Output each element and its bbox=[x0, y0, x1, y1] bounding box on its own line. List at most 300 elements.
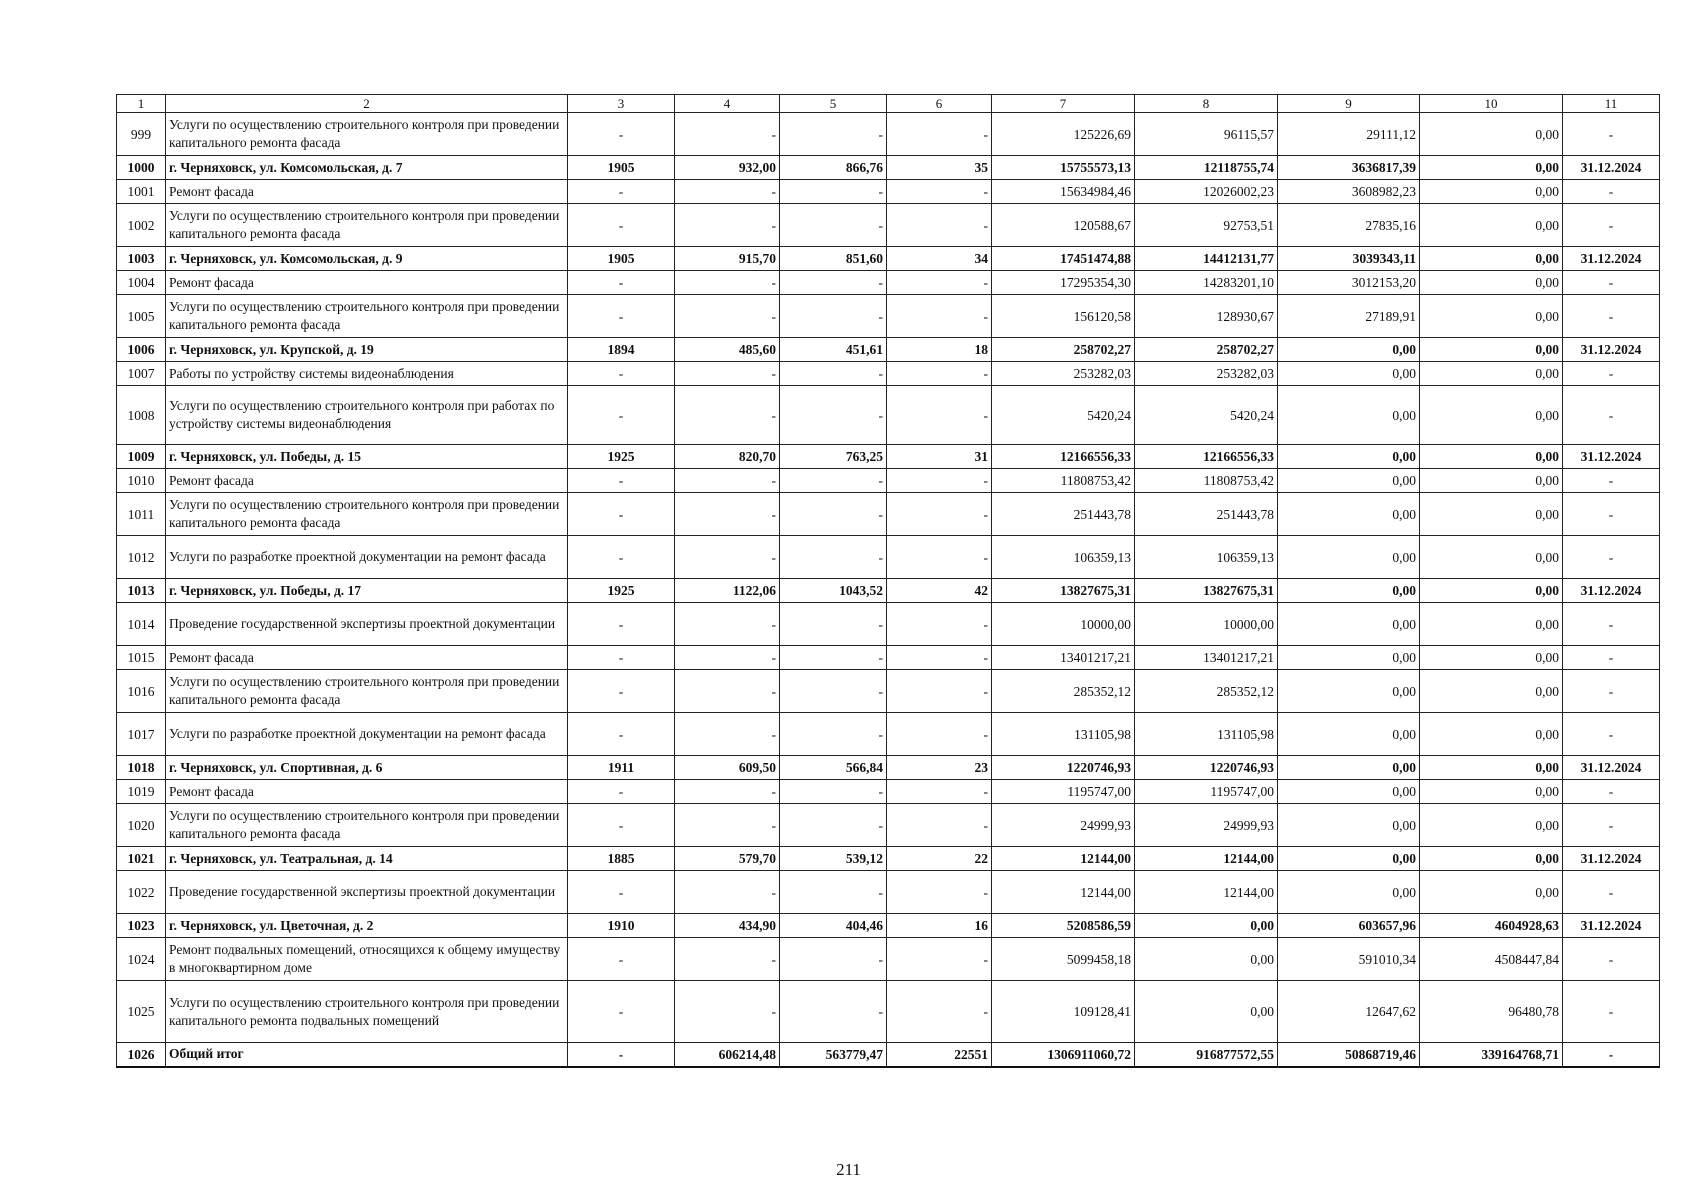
table-cell-col-1: 1012 bbox=[117, 536, 166, 579]
table-cell-col-1: 1018 bbox=[117, 756, 166, 780]
table-cell-col-10: 0,00 bbox=[1420, 295, 1563, 338]
table-cell-col-4: - bbox=[675, 113, 780, 156]
table-cell-col-10: 0,00 bbox=[1420, 180, 1563, 204]
table-cell-col-1: 1024 bbox=[117, 938, 166, 981]
table-cell-col-7: 12144,00 bbox=[992, 847, 1135, 871]
table-cell-col-4: 820,70 bbox=[675, 445, 780, 469]
header-row bbox=[117, 95, 1660, 113]
table-cell-col-2: Услуги по осуществлению строительного контроля при проведении капитального ремонта подвальных помещений bbox=[166, 981, 568, 1043]
table-cell-col-10: 96480,78 bbox=[1420, 981, 1563, 1043]
table-cell-col-7: 156120,58 bbox=[992, 295, 1135, 338]
table-cell-col-5: 851,60 bbox=[780, 247, 887, 271]
table-cell-col-9: 0,00 bbox=[1278, 804, 1420, 847]
table-cell-col-5: - bbox=[780, 386, 887, 445]
table-cell-col-5: 404,46 bbox=[780, 914, 887, 938]
table-cell-col-6: 23 bbox=[887, 756, 992, 780]
table-cell-col-6: 16 bbox=[887, 914, 992, 938]
table-cell-col-10: 0,00 bbox=[1420, 847, 1563, 871]
table-cell-col-3: - bbox=[568, 180, 675, 204]
table-cell-col-1: 1010 bbox=[117, 469, 166, 493]
table-row bbox=[117, 981, 1660, 1043]
table-row bbox=[117, 871, 1660, 914]
table-row bbox=[117, 295, 1660, 338]
table-cell-col-2: Проведение государственной экспертизы проектной документации bbox=[166, 871, 568, 914]
table-cell-col-3: - bbox=[568, 1043, 675, 1067]
table-cell-col-8: 96115,57 bbox=[1135, 113, 1278, 156]
table-cell-col-7: 120588,67 bbox=[992, 204, 1135, 247]
table-cell-col-11: 31.12.2024 bbox=[1563, 445, 1660, 469]
table-cell-col-8: 11808753,42 bbox=[1135, 469, 1278, 493]
table-cell-col-8: 1195747,00 bbox=[1135, 780, 1278, 804]
table-cell-col-3: - bbox=[568, 113, 675, 156]
table-cell-col-9: 0,00 bbox=[1278, 670, 1420, 713]
table-cell-col-1: 1023 bbox=[117, 914, 166, 938]
table-cell-col-10: 0,00 bbox=[1420, 493, 1563, 536]
table-cell-col-9: 0,00 bbox=[1278, 338, 1420, 362]
table-cell-col-9: 3608982,23 bbox=[1278, 180, 1420, 204]
table-cell-col-4: - bbox=[675, 271, 780, 295]
table-cell-col-9: 3039343,11 bbox=[1278, 247, 1420, 271]
table-cell-col-10: 0,00 bbox=[1420, 445, 1563, 469]
table-cell-col-11: - bbox=[1563, 1043, 1660, 1067]
table-cell-col-5: - bbox=[780, 938, 887, 981]
table-cell-col-6: 31 bbox=[887, 445, 992, 469]
table-cell-col-10: 0,00 bbox=[1420, 646, 1563, 670]
table-row bbox=[117, 247, 1660, 271]
table-row bbox=[117, 914, 1660, 938]
column-header-8: 8 bbox=[1135, 95, 1278, 113]
table-cell-col-6: - bbox=[887, 871, 992, 914]
table-cell-col-11: - bbox=[1563, 713, 1660, 756]
table-cell-col-6: - bbox=[887, 469, 992, 493]
table-cell-col-8: 0,00 bbox=[1135, 938, 1278, 981]
table-row bbox=[117, 938, 1660, 981]
table-cell-col-7: 15755573,13 bbox=[992, 156, 1135, 180]
table-cell-col-7: 5208586,59 bbox=[992, 914, 1135, 938]
table-cell-col-11: 31.12.2024 bbox=[1563, 156, 1660, 180]
table-cell-col-1: 1022 bbox=[117, 871, 166, 914]
table-cell-col-6: - bbox=[887, 780, 992, 804]
table-row bbox=[117, 469, 1660, 493]
table-cell-col-10: 0,00 bbox=[1420, 204, 1563, 247]
table-cell-col-11: - bbox=[1563, 536, 1660, 579]
table-cell-col-8: 0,00 bbox=[1135, 981, 1278, 1043]
table-cell-col-7: 5420,24 bbox=[992, 386, 1135, 445]
table-cell-col-5: - bbox=[780, 603, 887, 646]
table-cell-col-2: Общий итог bbox=[166, 1043, 568, 1067]
table-cell-col-6: 34 bbox=[887, 247, 992, 271]
table-cell-col-3: - bbox=[568, 938, 675, 981]
table-cell-col-4: 932,00 bbox=[675, 156, 780, 180]
table-cell-col-1: 1016 bbox=[117, 670, 166, 713]
table-cell-col-7: 285352,12 bbox=[992, 670, 1135, 713]
table-cell-col-3: 1905 bbox=[568, 247, 675, 271]
table-cell-col-4: 609,50 bbox=[675, 756, 780, 780]
table-cell-col-3: - bbox=[568, 386, 675, 445]
table-cell-col-10: 0,00 bbox=[1420, 271, 1563, 295]
column-header-2: 2 bbox=[166, 95, 568, 113]
table-cell-col-2: Ремонт фасада bbox=[166, 780, 568, 804]
table-cell-col-5: - bbox=[780, 469, 887, 493]
table-cell-col-10: 0,00 bbox=[1420, 362, 1563, 386]
table-cell-col-4: 485,60 bbox=[675, 338, 780, 362]
table-cell-col-8: 5420,24 bbox=[1135, 386, 1278, 445]
table-cell-col-1: 1019 bbox=[117, 780, 166, 804]
table-cell-col-8: 128930,67 bbox=[1135, 295, 1278, 338]
table-cell-col-11: - bbox=[1563, 603, 1660, 646]
table-cell-col-11: - bbox=[1563, 113, 1660, 156]
table-cell-col-2: г. Черняховск, ул. Победы, д. 17 bbox=[166, 579, 568, 603]
table-cell-col-1: 999 bbox=[117, 113, 166, 156]
table-cell-col-9: 3012153,20 bbox=[1278, 271, 1420, 295]
table-cell-col-4: - bbox=[675, 536, 780, 579]
table-cell-col-6: - bbox=[887, 204, 992, 247]
table-cell-col-9: 27189,91 bbox=[1278, 295, 1420, 338]
table-cell-col-6: - bbox=[887, 493, 992, 536]
table-cell-col-4: - bbox=[675, 362, 780, 386]
table-cell-col-7: 131105,98 bbox=[992, 713, 1135, 756]
table-row bbox=[117, 338, 1660, 362]
column-header-10: 10 bbox=[1420, 95, 1563, 113]
table-cell-col-10: 0,00 bbox=[1420, 156, 1563, 180]
table-cell-col-10: 0,00 bbox=[1420, 113, 1563, 156]
table-cell-col-2: Услуги по осуществлению строительного контроля при проведении капитального ремонта фасада bbox=[166, 204, 568, 247]
table-cell-col-7: 251443,78 bbox=[992, 493, 1135, 536]
table-row bbox=[117, 180, 1660, 204]
table-row bbox=[117, 579, 1660, 603]
table-cell-col-10: 0,00 bbox=[1420, 579, 1563, 603]
table-cell-col-11: 31.12.2024 bbox=[1563, 247, 1660, 271]
table-cell-col-3: 1925 bbox=[568, 579, 675, 603]
table-cell-col-6: - bbox=[887, 362, 992, 386]
table-cell-col-9: 0,00 bbox=[1278, 386, 1420, 445]
table-cell-col-11: 31.12.2024 bbox=[1563, 338, 1660, 362]
table-cell-col-5: - bbox=[780, 780, 887, 804]
table-cell-col-4: 434,90 bbox=[675, 914, 780, 938]
table-cell-col-1: 1007 bbox=[117, 362, 166, 386]
table-cell-col-11: 31.12.2024 bbox=[1563, 579, 1660, 603]
table-cell-col-1: 1001 bbox=[117, 180, 166, 204]
table-row bbox=[117, 493, 1660, 536]
table-cell-col-9: 0,00 bbox=[1278, 756, 1420, 780]
table-cell-col-4: 606214,48 bbox=[675, 1043, 780, 1067]
table-cell-col-2: г. Черняховск, ул. Спортивная, д. 6 bbox=[166, 756, 568, 780]
table-cell-col-3: 1925 bbox=[568, 445, 675, 469]
table-cell-col-3: - bbox=[568, 646, 675, 670]
table-cell-col-8: 258702,27 bbox=[1135, 338, 1278, 362]
table-cell-col-11: 31.12.2024 bbox=[1563, 914, 1660, 938]
table-cell-col-1: 1008 bbox=[117, 386, 166, 445]
table-cell-col-3: - bbox=[568, 536, 675, 579]
table-cell-col-9: 3636817,39 bbox=[1278, 156, 1420, 180]
table-cell-col-7: 5099458,18 bbox=[992, 938, 1135, 981]
table-cell-col-2: Ремонт фасада bbox=[166, 646, 568, 670]
table-cell-col-8: 13401217,21 bbox=[1135, 646, 1278, 670]
table-cell-col-7: 1195747,00 bbox=[992, 780, 1135, 804]
table-cell-col-2: Ремонт фасада bbox=[166, 271, 568, 295]
table-cell-col-11: - bbox=[1563, 981, 1660, 1043]
table-cell-col-10: 339164768,71 bbox=[1420, 1043, 1563, 1067]
table-cell-col-1: 1015 bbox=[117, 646, 166, 670]
table-cell-col-1: 1009 bbox=[117, 445, 166, 469]
table-cell-col-5: - bbox=[780, 536, 887, 579]
table-cell-col-7: 1306911060,72 bbox=[992, 1043, 1135, 1067]
table-cell-col-9: 27835,16 bbox=[1278, 204, 1420, 247]
table-cell-col-8: 1220746,93 bbox=[1135, 756, 1278, 780]
table-cell-col-2: г. Черняховск, ул. Комсомольская, д. 7 bbox=[166, 156, 568, 180]
table-cell-col-9: 29111,12 bbox=[1278, 113, 1420, 156]
table-cell-col-3: - bbox=[568, 780, 675, 804]
table-row bbox=[117, 362, 1660, 386]
table-cell-col-3: - bbox=[568, 713, 675, 756]
table-cell-col-10: 0,00 bbox=[1420, 536, 1563, 579]
table-row bbox=[117, 646, 1660, 670]
table-cell-col-6: - bbox=[887, 938, 992, 981]
table-row bbox=[117, 603, 1660, 646]
table-cell-col-4: - bbox=[675, 646, 780, 670]
table-cell-col-2: Услуги по осуществлению строительного контроля при работах по устройству системы видеонаблюдения bbox=[166, 386, 568, 445]
table-cell-col-9: 50868719,46 bbox=[1278, 1043, 1420, 1067]
table-cell-col-11: - bbox=[1563, 670, 1660, 713]
table-cell-col-7: 13827675,31 bbox=[992, 579, 1135, 603]
table-cell-col-3: - bbox=[568, 493, 675, 536]
table-cell-col-8: 13827675,31 bbox=[1135, 579, 1278, 603]
table-cell-col-2: Проведение государственной экспертизы проектной документации bbox=[166, 603, 568, 646]
table-cell-col-5: - bbox=[780, 493, 887, 536]
table-cell-col-6: - bbox=[887, 603, 992, 646]
table-cell-col-9: 0,00 bbox=[1278, 780, 1420, 804]
table-row bbox=[117, 804, 1660, 847]
table-cell-col-7: 10000,00 bbox=[992, 603, 1135, 646]
table-cell-col-2: Услуги по осуществлению строительного контроля при проведении капитального ремонта фасада bbox=[166, 295, 568, 338]
table-cell-col-10: 0,00 bbox=[1420, 804, 1563, 847]
table-cell-col-11: - bbox=[1563, 469, 1660, 493]
table-cell-col-3: - bbox=[568, 670, 675, 713]
table-cell-col-3: 1885 bbox=[568, 847, 675, 871]
table-row bbox=[117, 271, 1660, 295]
table-cell-col-3: - bbox=[568, 271, 675, 295]
table-cell-col-7: 17295354,30 bbox=[992, 271, 1135, 295]
table-cell-col-10: 0,00 bbox=[1420, 756, 1563, 780]
table-cell-col-3: - bbox=[568, 603, 675, 646]
table-cell-col-1: 1025 bbox=[117, 981, 166, 1043]
table-cell-col-3: - bbox=[568, 204, 675, 247]
table-cell-col-7: 12166556,33 bbox=[992, 445, 1135, 469]
table-cell-col-1: 1011 bbox=[117, 493, 166, 536]
table-cell-col-1: 1026 bbox=[117, 1043, 166, 1067]
table-row bbox=[117, 113, 1660, 156]
table-cell-col-10: 4508447,84 bbox=[1420, 938, 1563, 981]
table-cell-col-6: 22551 bbox=[887, 1043, 992, 1067]
table-cell-col-3: - bbox=[568, 362, 675, 386]
table-cell-col-6: 18 bbox=[887, 338, 992, 362]
table-cell-col-7: 258702,27 bbox=[992, 338, 1135, 362]
table-cell-col-10: 0,00 bbox=[1420, 670, 1563, 713]
table-cell-col-11: - bbox=[1563, 362, 1660, 386]
table-cell-col-1: 1004 bbox=[117, 271, 166, 295]
table-cell-col-5: - bbox=[780, 204, 887, 247]
table-row bbox=[117, 847, 1660, 871]
table-cell-col-6: - bbox=[887, 670, 992, 713]
table-cell-col-6: 35 bbox=[887, 156, 992, 180]
table-cell-col-6: - bbox=[887, 713, 992, 756]
table-cell-col-1: 1020 bbox=[117, 804, 166, 847]
table-cell-col-4: - bbox=[675, 713, 780, 756]
table-cell-col-2: г. Черняховск, ул. Комсомольская, д. 9 bbox=[166, 247, 568, 271]
column-header-6: 6 bbox=[887, 95, 992, 113]
table-cell-col-7: 106359,13 bbox=[992, 536, 1135, 579]
table-cell-col-5: 563779,47 bbox=[780, 1043, 887, 1067]
table-cell-col-8: 0,00 bbox=[1135, 914, 1278, 938]
table-cell-col-5: - bbox=[780, 981, 887, 1043]
table-cell-col-10: 0,00 bbox=[1420, 603, 1563, 646]
table-cell-col-5: - bbox=[780, 180, 887, 204]
column-header-3: 3 bbox=[568, 95, 675, 113]
table-cell-col-10: 0,00 bbox=[1420, 386, 1563, 445]
table-cell-col-5: - bbox=[780, 295, 887, 338]
table-cell-col-6: - bbox=[887, 113, 992, 156]
table-cell-col-1: 1005 bbox=[117, 295, 166, 338]
table-body bbox=[117, 95, 1660, 1067]
table-cell-col-10: 4604928,63 bbox=[1420, 914, 1563, 938]
table-cell-col-8: 92753,51 bbox=[1135, 204, 1278, 247]
table-row bbox=[117, 780, 1660, 804]
table-cell-col-2: Ремонт фасада bbox=[166, 469, 568, 493]
table-cell-col-2: Работы по устройству системы видеонаблюдения bbox=[166, 362, 568, 386]
table-cell-col-6: - bbox=[887, 386, 992, 445]
table-cell-col-9: 0,00 bbox=[1278, 493, 1420, 536]
table-cell-col-3: - bbox=[568, 469, 675, 493]
table-cell-col-5: - bbox=[780, 271, 887, 295]
table-cell-col-4: 579,70 bbox=[675, 847, 780, 871]
table-row bbox=[117, 536, 1660, 579]
table-cell-col-3: 1910 bbox=[568, 914, 675, 938]
table-cell-col-1: 1000 bbox=[117, 156, 166, 180]
table-cell-col-10: 0,00 bbox=[1420, 469, 1563, 493]
table-cell-col-3: - bbox=[568, 871, 675, 914]
table-row bbox=[117, 204, 1660, 247]
table-cell-col-8: 106359,13 bbox=[1135, 536, 1278, 579]
table-cell-col-7: 24999,93 bbox=[992, 804, 1135, 847]
table-cell-col-4: - bbox=[675, 981, 780, 1043]
table-cell-col-3: - bbox=[568, 804, 675, 847]
table-cell-col-9: 0,00 bbox=[1278, 536, 1420, 579]
table-cell-col-4: - bbox=[675, 871, 780, 914]
table-cell-col-9: 0,00 bbox=[1278, 646, 1420, 670]
column-header-4: 4 bbox=[675, 95, 780, 113]
table-cell-col-1: 1002 bbox=[117, 204, 166, 247]
table-cell-col-2: Услуги по осуществлению строительного контроля при проведении капитального ремонта фасада bbox=[166, 670, 568, 713]
table-cell-col-6: - bbox=[887, 646, 992, 670]
table-cell-col-9: 603657,96 bbox=[1278, 914, 1420, 938]
table-cell-col-4: 915,70 bbox=[675, 247, 780, 271]
table-cell-col-6: - bbox=[887, 804, 992, 847]
table-cell-col-5: - bbox=[780, 670, 887, 713]
table-cell-col-11: - bbox=[1563, 386, 1660, 445]
table-cell-col-11: 31.12.2024 bbox=[1563, 756, 1660, 780]
table-cell-col-1: 1003 bbox=[117, 247, 166, 271]
column-header-7: 7 bbox=[992, 95, 1135, 113]
table-cell-col-1: 1021 bbox=[117, 847, 166, 871]
table-cell-col-7: 1220746,93 bbox=[992, 756, 1135, 780]
table-cell-col-5: - bbox=[780, 713, 887, 756]
table-cell-col-3: - bbox=[568, 981, 675, 1043]
table-cell-col-7: 125226,69 bbox=[992, 113, 1135, 156]
table-cell-col-11: - bbox=[1563, 780, 1660, 804]
table-cell-col-6: - bbox=[887, 180, 992, 204]
table-cell-col-5: - bbox=[780, 804, 887, 847]
table-cell-col-8: 253282,03 bbox=[1135, 362, 1278, 386]
table-cell-col-7: 12144,00 bbox=[992, 871, 1135, 914]
table-cell-col-10: 0,00 bbox=[1420, 871, 1563, 914]
table-cell-col-4: - bbox=[675, 780, 780, 804]
table-cell-col-8: 12118755,74 bbox=[1135, 156, 1278, 180]
table-cell-col-6: - bbox=[887, 536, 992, 579]
table-cell-col-8: 285352,12 bbox=[1135, 670, 1278, 713]
table-cell-col-7: 15634984,46 bbox=[992, 180, 1135, 204]
table-cell-col-1: 1013 bbox=[117, 579, 166, 603]
table-row bbox=[117, 156, 1660, 180]
table-cell-col-5: 866,76 bbox=[780, 156, 887, 180]
table-cell-col-3: 1894 bbox=[568, 338, 675, 362]
table-cell-col-8: 12144,00 bbox=[1135, 871, 1278, 914]
table-cell-col-4: - bbox=[675, 670, 780, 713]
table-cell-col-11: - bbox=[1563, 204, 1660, 247]
table-cell-col-10: 0,00 bbox=[1420, 338, 1563, 362]
column-header-11: 11 bbox=[1563, 95, 1660, 113]
table-cell-col-8: 12026002,23 bbox=[1135, 180, 1278, 204]
table-cell-col-11: - bbox=[1563, 646, 1660, 670]
table-cell-col-9: 0,00 bbox=[1278, 603, 1420, 646]
table-row bbox=[117, 756, 1660, 780]
table-cell-col-1: 1014 bbox=[117, 603, 166, 646]
table-cell-col-8: 12144,00 bbox=[1135, 847, 1278, 871]
table-cell-col-2: Услуги по осуществлению строительного контроля при проведении капитального ремонта фасада bbox=[166, 113, 568, 156]
table-cell-col-11: - bbox=[1563, 180, 1660, 204]
table-cell-col-7: 253282,03 bbox=[992, 362, 1135, 386]
table-cell-col-8: 131105,98 bbox=[1135, 713, 1278, 756]
table-cell-col-2: Услуги по осуществлению строительного контроля при проведении капитального ремонта фасада bbox=[166, 493, 568, 536]
table-cell-col-2: Ремонт подвальных помещений, относящихся к общему имуществу в многоквартирном доме bbox=[166, 938, 568, 981]
table-cell-col-11: - bbox=[1563, 295, 1660, 338]
column-header-1: 1 bbox=[117, 95, 166, 113]
table-cell-col-4: - bbox=[675, 493, 780, 536]
table-cell-col-9: 12647,62 bbox=[1278, 981, 1420, 1043]
table-cell-col-10: 0,00 bbox=[1420, 780, 1563, 804]
table-cell-col-2: Услуги по разработке проектной документации на ремонт фасада bbox=[166, 536, 568, 579]
table-cell-col-6: 42 bbox=[887, 579, 992, 603]
table-cell-col-2: Ремонт фасада bbox=[166, 180, 568, 204]
table-row bbox=[117, 713, 1660, 756]
table-cell-col-4: - bbox=[675, 603, 780, 646]
table-cell-col-9: 0,00 bbox=[1278, 871, 1420, 914]
table-cell-col-5: 763,25 bbox=[780, 445, 887, 469]
table-cell-col-2: г. Черняховск, ул. Театральная, д. 14 bbox=[166, 847, 568, 871]
table-cell-col-11: - bbox=[1563, 871, 1660, 914]
table-cell-col-9: 0,00 bbox=[1278, 469, 1420, 493]
table-cell-col-2: Услуги по осуществлению строительного контроля при проведении капитального ремонта фасада bbox=[166, 804, 568, 847]
table-cell-col-7: 109128,41 bbox=[992, 981, 1135, 1043]
table-cell-col-5: - bbox=[780, 871, 887, 914]
table-cell-col-5: 539,12 bbox=[780, 847, 887, 871]
table-cell-col-2: Услуги по разработке проектной документации на ремонт фасада bbox=[166, 713, 568, 756]
table-row bbox=[117, 386, 1660, 445]
table-cell-col-9: 0,00 bbox=[1278, 847, 1420, 871]
table-cell-col-8: 14283201,10 bbox=[1135, 271, 1278, 295]
table-cell-col-10: 0,00 bbox=[1420, 247, 1563, 271]
table-cell-col-11: - bbox=[1563, 938, 1660, 981]
table-cell-col-1: 1017 bbox=[117, 713, 166, 756]
